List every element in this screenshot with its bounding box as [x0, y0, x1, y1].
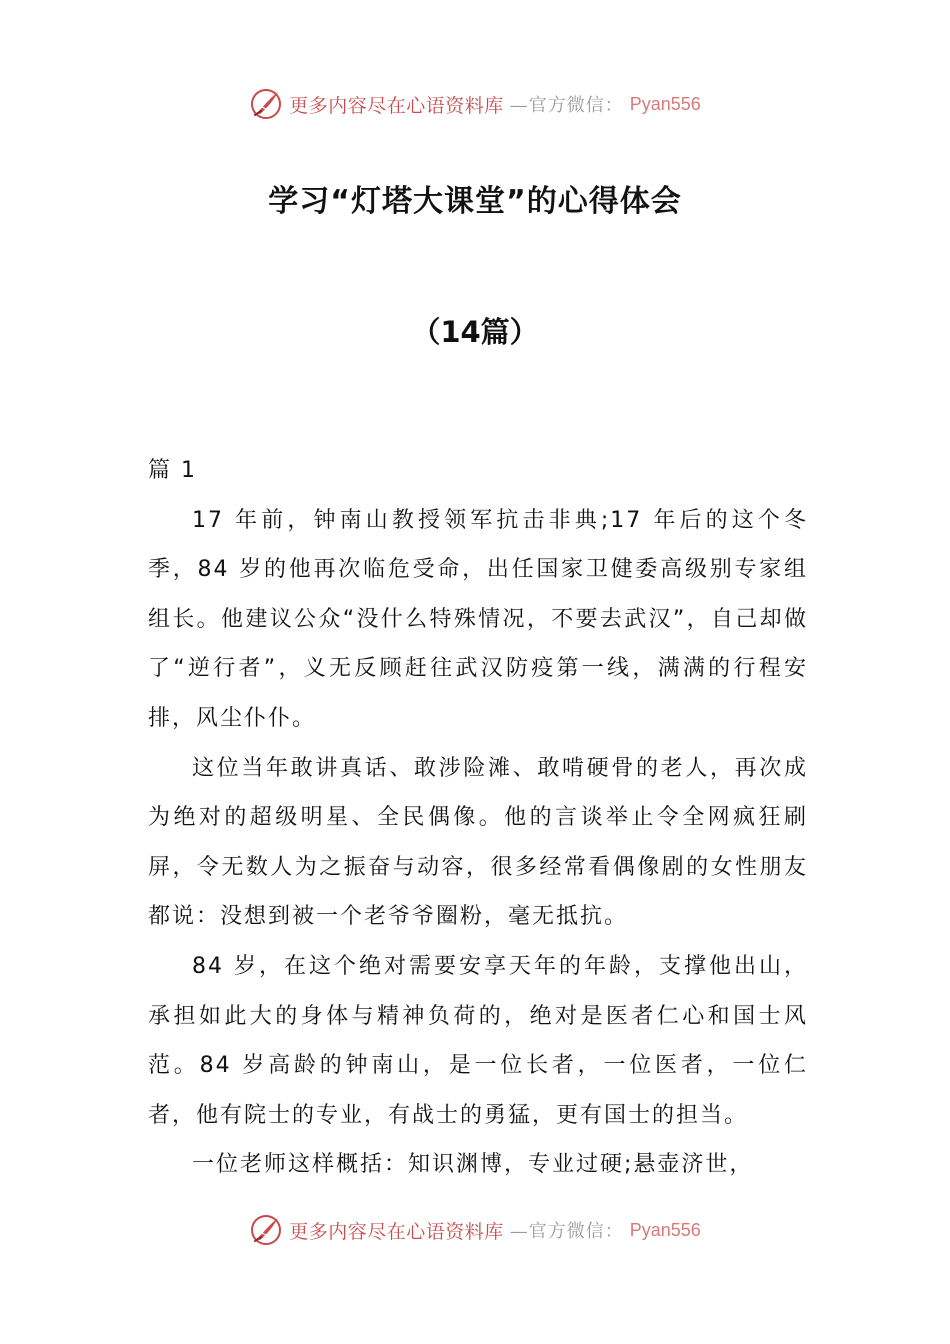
paragraph-2: 这位当年敢讲真话、敢涉险滩、敢啃硬骨的老人，再次成为绝对的超级明星、全民偶像。他的言谈举止令全网疯狂刷屏，令无数人为之振奋与动容，很多经常看偶像剧的女性朋友都说：没想到被一个老爷爷圈粉，毫无抵抗。 — [148, 755, 808, 930]
header-banner-wechat-id: Pyan556 — [629, 93, 701, 114]
paragraph-4: 一位老师这样概括：知识渊博，专业过硬;悬壶济世， — [192, 1152, 754, 1178]
paragraph-3: 84 岁，在这个绝对需要安享天年的年龄，支撑他出山，承担如此大的身体与精神负荷的，绝对是医者仁心和国士风范。84 岁高龄的钟南山，是一位长者，一位医者，一位仁者，他有院士的专业，有战士的勇猛，更有国士的担当。 — [148, 953, 808, 1128]
quill-logo-icon — [249, 1213, 283, 1247]
footer-banner — [0, 1210, 950, 1250]
section-label: 篇 1 — [148, 458, 197, 483]
document-subtitle: （14篇） — [411, 315, 539, 349]
header-banner-contact: —官方微信： — [509, 95, 624, 116]
footer-banner-wechat-id: Pyan556 — [629, 1219, 701, 1240]
document-title: 学习“灯塔大课堂”的心得体会 — [268, 184, 682, 219]
footer-banner-contact: —官方微信： — [509, 1221, 624, 1242]
paragraph-1: 17 年前，钟南山教授领军抗击非典;17 年后的这个冬季，84 岁的他再次临危受命，出任国家卫健委高级别专家组组长。他建议公众“没什么特殊情况，不要去武汉”，自己却做了“逆行者”，义无反顾赶往武汉防疫第一线，满满的行程安排，风尘仆仆。 — [148, 507, 808, 731]
document-body — [148, 446, 808, 1190]
header-banner-main: 更多内容尽在心语资料库 — [289, 94, 504, 117]
header-banner — [0, 84, 950, 124]
footer-banner-main: 更多内容尽在心语资料库 — [289, 1220, 504, 1243]
quill-logo-icon — [249, 87, 283, 121]
